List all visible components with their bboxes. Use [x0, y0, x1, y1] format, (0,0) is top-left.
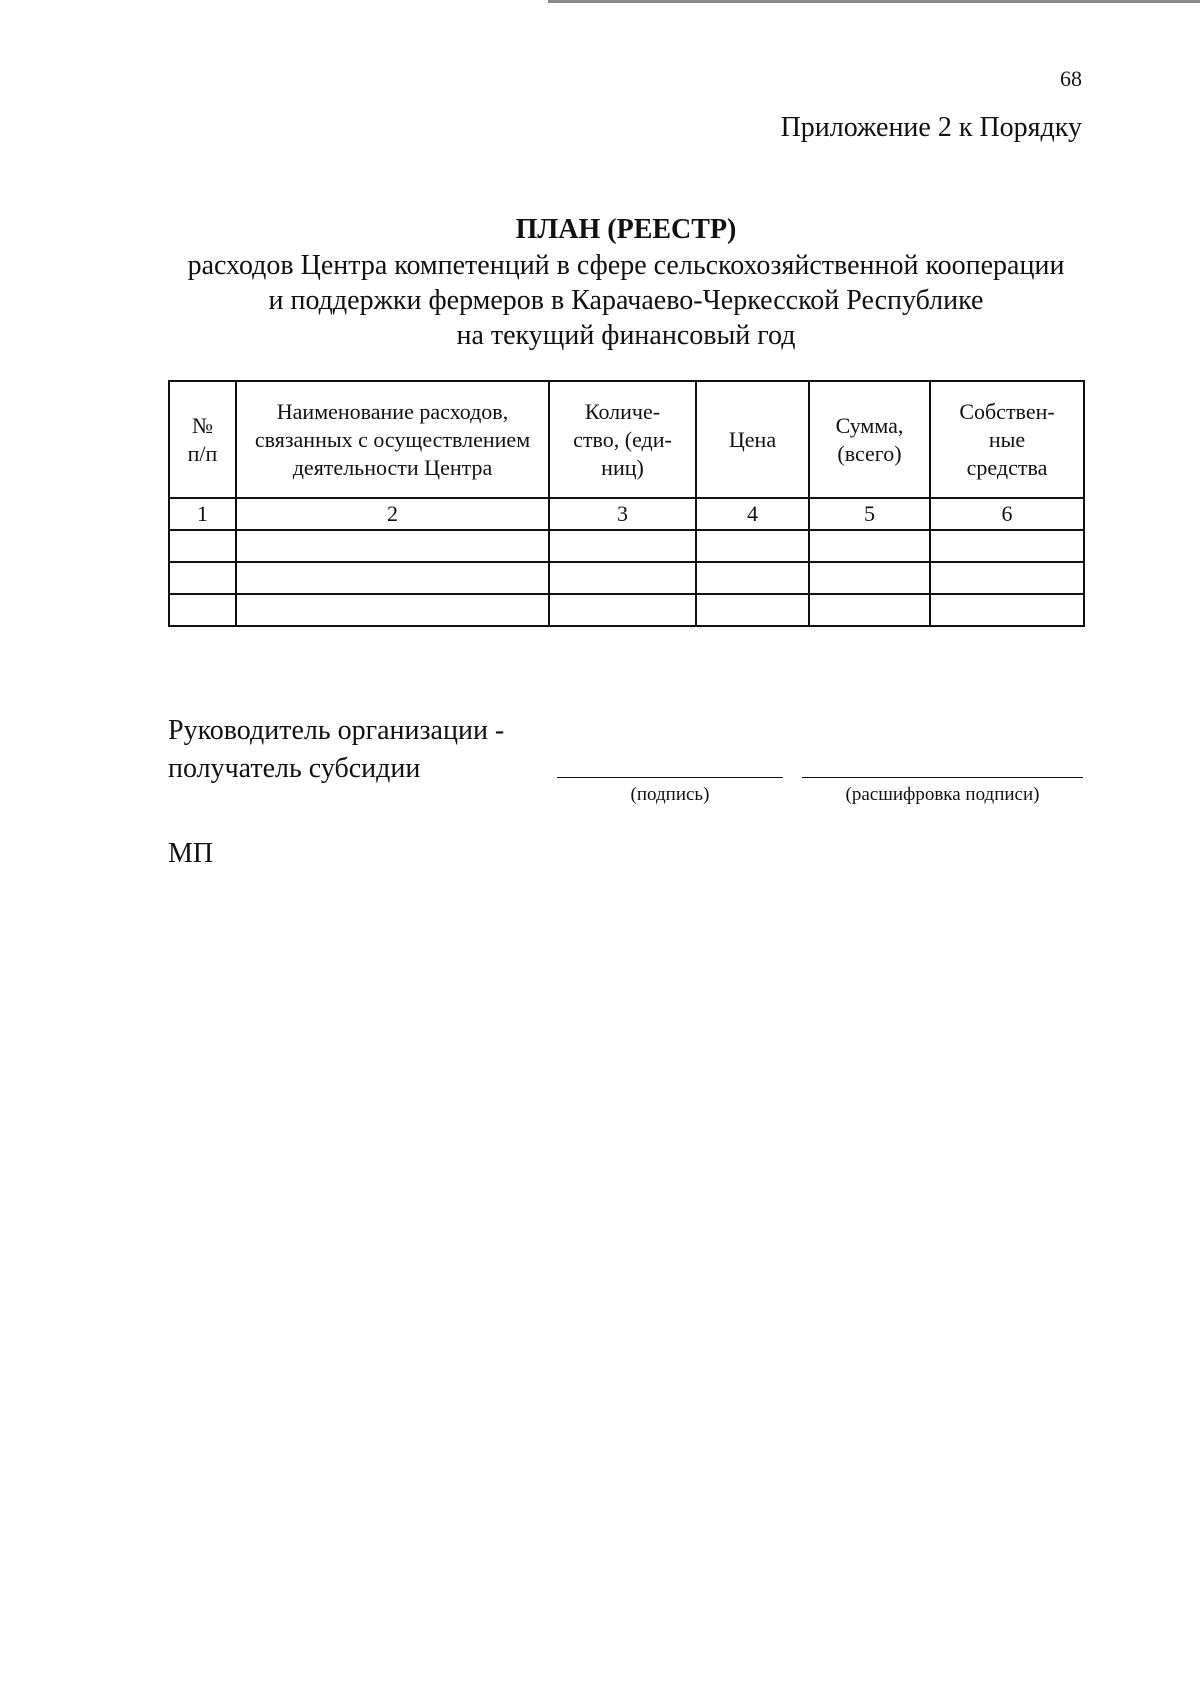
table-cell [809, 530, 930, 562]
stamp-place-label: МП [168, 838, 214, 869]
header-price: Цена [696, 381, 809, 498]
table-cell [169, 562, 236, 594]
table-cell [930, 562, 1084, 594]
subtitle-line-3: на текущий финансовый год [456, 320, 796, 351]
table-cell [549, 562, 696, 594]
signer-line-2: получатель субсидии [168, 753, 421, 784]
table-row [169, 530, 1084, 562]
header-row-number: № п/п [169, 381, 236, 498]
table-cell [169, 530, 236, 562]
document-title: ПЛАН (РЕЕСТР) [515, 214, 737, 245]
table-cell [809, 562, 930, 594]
signature-decoding-line [802, 777, 1083, 778]
signer-title [168, 712, 504, 788]
subtitle-line-2: и поддержки фермеров в Карачаево-Черкесской Республике [268, 285, 984, 316]
page-number: 68 [1060, 66, 1082, 91]
signature-decoding-caption: (расшифровка подписи) [845, 784, 1040, 805]
column-number: 3 [549, 498, 696, 530]
table-cell [549, 530, 696, 562]
signature-line [557, 777, 783, 778]
table-cell [696, 562, 809, 594]
table-cell [236, 562, 549, 594]
table-header-row [169, 381, 1084, 498]
table-row [169, 594, 1084, 626]
column-number: 4 [696, 498, 809, 530]
table-cell [809, 594, 930, 626]
column-number: 2 [236, 498, 549, 530]
table-cell [236, 594, 549, 626]
table-cell [696, 594, 809, 626]
table-cell [930, 530, 1084, 562]
column-number: 6 [930, 498, 1084, 530]
header-own-funds: Собствен- ные средства [930, 381, 1084, 498]
table-cell [696, 530, 809, 562]
signer-line-1: Руководитель организации - [168, 715, 505, 746]
signature-caption: (подпись) [630, 784, 710, 805]
subtitle-line-1: расходов Центра компетенций в сфере сельскохозяйственной кооперации [187, 250, 1065, 281]
table-cell [236, 530, 549, 562]
expense-plan-table [168, 380, 1085, 627]
appendix-reference: Приложение 2 к Порядку [780, 112, 1082, 143]
table-cell [930, 594, 1084, 626]
header-quantity: Количе- ство, (еди- ниц) [549, 381, 696, 498]
table-row [169, 562, 1084, 594]
document-heading [160, 212, 1092, 353]
header-sum-total: Сумма, (всего) [809, 381, 930, 498]
table-cell [549, 594, 696, 626]
column-number: 1 [169, 498, 236, 530]
column-numbers-row [169, 498, 1084, 530]
column-number: 5 [809, 498, 930, 530]
header-expense-name: Наименование расходов, связанных с осуществлением деятельности Центра [236, 381, 549, 498]
table-cell [169, 594, 236, 626]
scan-edge-line [548, 0, 1200, 3]
